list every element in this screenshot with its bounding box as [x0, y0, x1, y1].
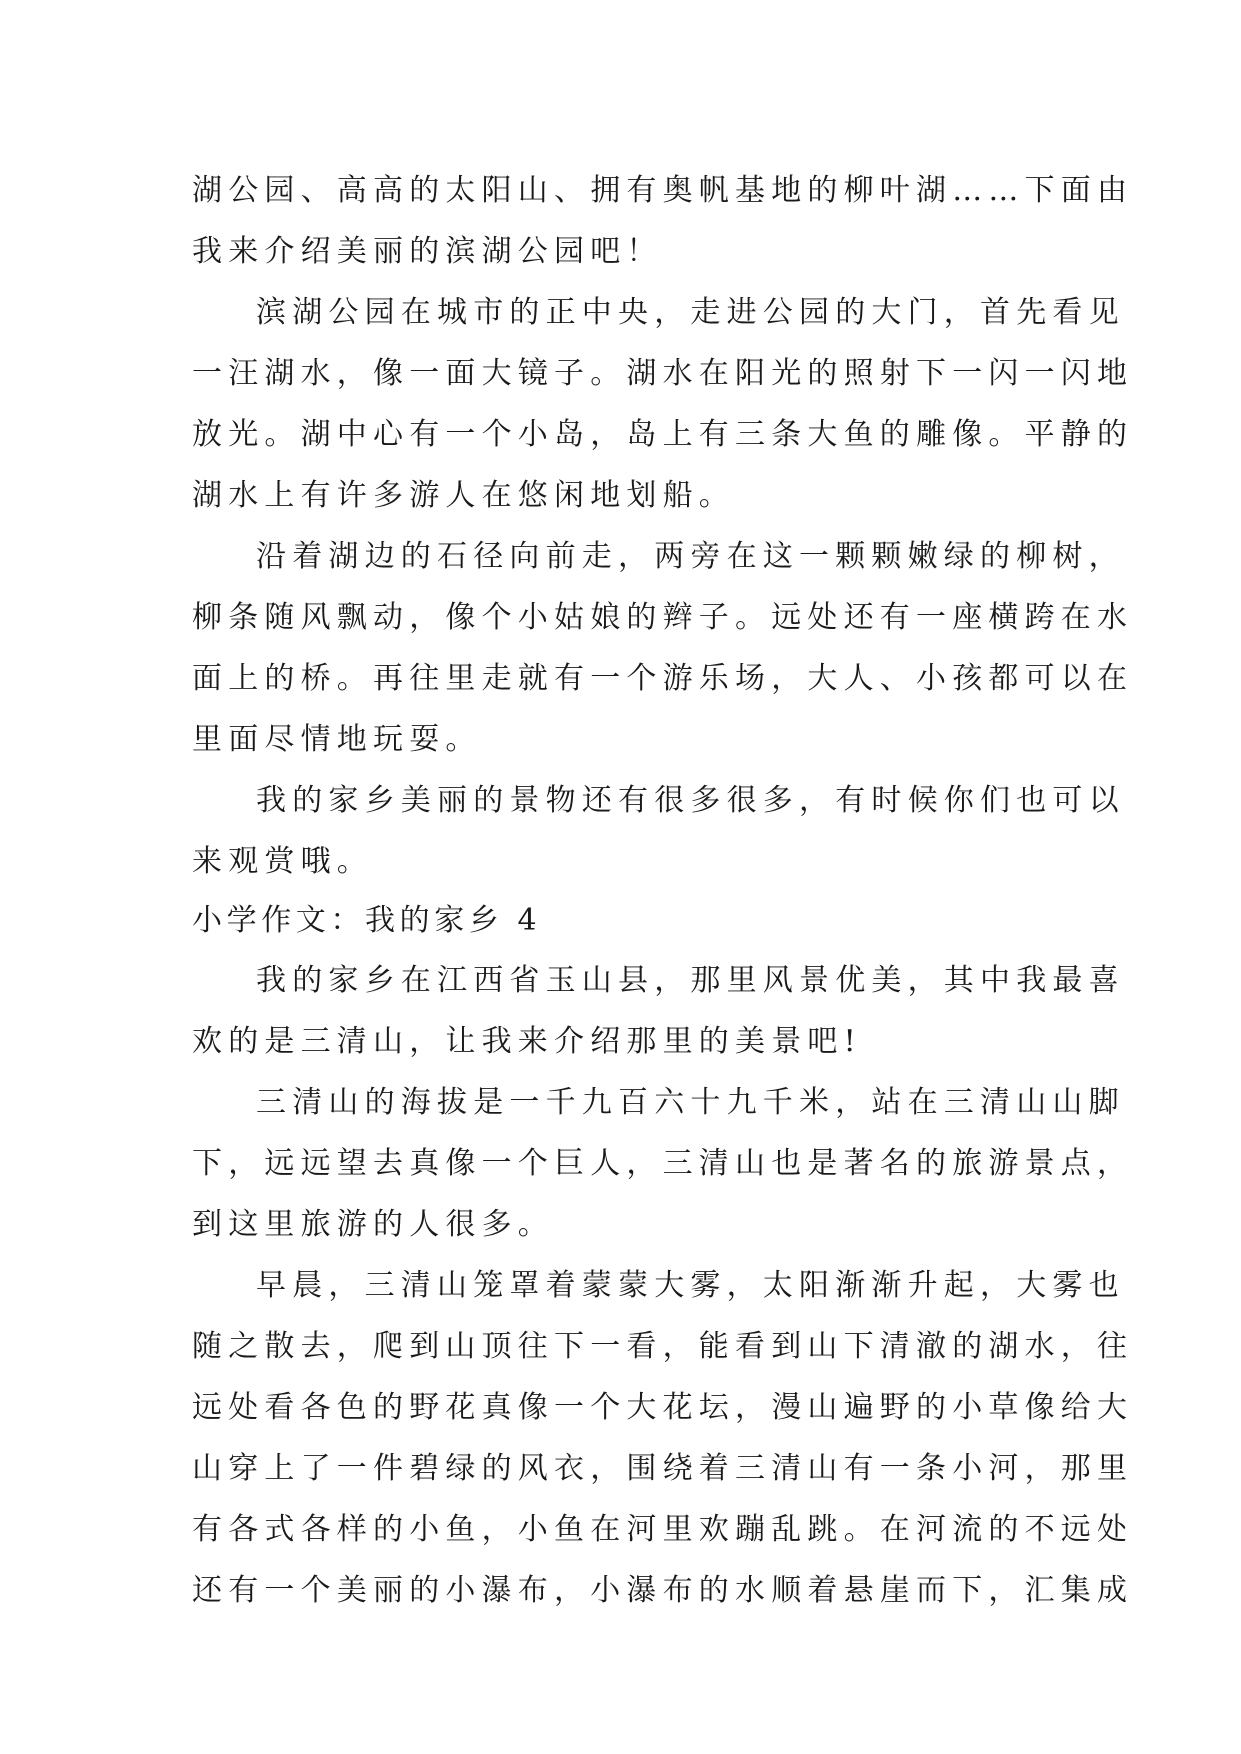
text-line: 有各式各样的小鱼，小鱼在河里欢蹦乱跳。在河流的不远处: [192, 1512, 1134, 1547]
text-line: 来观赏哦。: [192, 844, 373, 879]
text-line: 远处看各色的野花真像一个大花坛，漫山遍野的小草像给大: [192, 1390, 1134, 1425]
text-line: 山穿上了一件碧绿的风衣，围绕着三清山有一条小河，那里: [192, 1451, 1134, 1486]
text-line: 随之散去，爬到山顶往下一看，能看到山下清澈的湖水，往: [192, 1329, 1134, 1364]
text-line: 下，远远望去真像一个巨人，三清山也是著名的旅游景点，: [192, 1146, 1134, 1181]
section-heading: 小学作文：我的家乡 4: [192, 903, 542, 938]
document-page: [192, 160, 1134, 1621]
text-line: 柳条随风飘动，像个小姑娘的辫子。远处还有一座横跨在水: [192, 600, 1134, 635]
text-line: 一汪湖水，像一面大镜子。湖水在阳光的照射下一闪一闪地: [192, 356, 1134, 391]
text-line: 我来介绍美丽的滨湖公园吧！: [192, 234, 663, 269]
paragraph-first-line: 我的家乡美丽的景物还有很多很多，有时候你们也可以: [256, 783, 1125, 818]
text-line: 放光。湖中心有一个小岛，岛上有三条大鱼的雕像。平静的: [192, 417, 1134, 452]
paragraph-first-line: 三清山的海拔是一千九百六十九千米，站在三清山山脚: [256, 1085, 1125, 1120]
text-line: 到这里旅游的人很多。: [192, 1207, 554, 1242]
paragraph-first-line: 沿着湖边的石径向前走，两旁在这一颗颗嫩绿的柳树，: [256, 539, 1125, 574]
text-line: 还有一个美丽的小瀑布，小瀑布的水顺着悬崖而下，汇集成: [192, 1573, 1134, 1608]
paragraph-first-line: 滨湖公园在城市的正中央，走进公园的大门，首先看见: [256, 295, 1125, 330]
text-line: 面上的桥。再往里走就有一个游乐场，大人、小孩都可以在: [192, 661, 1134, 696]
paragraph-first-line: 早晨，三清山笼罩着蒙蒙大雾，太阳渐渐升起，大雾也: [256, 1268, 1125, 1303]
text-line: 湖水上有许多游人在悠闲地划船。: [192, 478, 735, 513]
text-line: 里面尽情地玩耍。: [192, 722, 482, 757]
paragraph-first-line: 我的家乡在江西省玉山县，那里风景优美，其中我最喜: [256, 963, 1125, 998]
text-line: 湖公园、高高的太阳山、拥有奥帆基地的柳叶湖……下面由: [192, 173, 1134, 208]
text-line: 欢的是三清山，让我来介绍那里的美景吧!: [192, 1024, 862, 1059]
